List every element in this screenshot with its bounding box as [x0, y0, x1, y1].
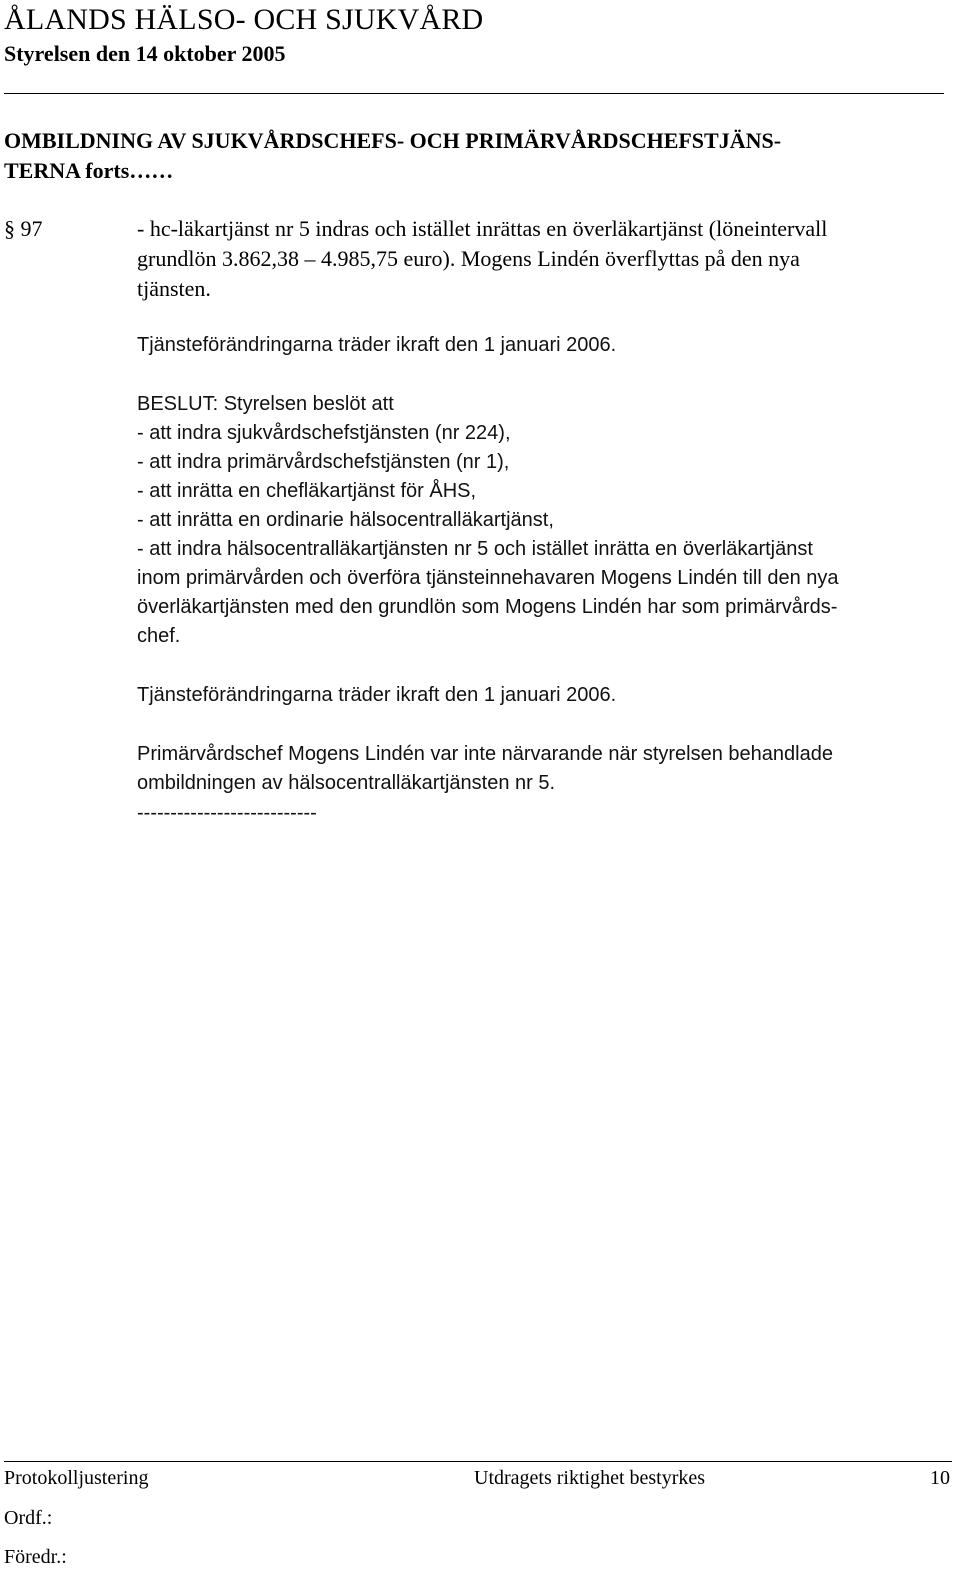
- absence-note: [137, 740, 833, 798]
- header-divider: [4, 93, 944, 94]
- decision-line: överläkartjänsten med den grundlön som Mogens Lindén har som primärvårds-: [137, 596, 838, 618]
- paragraph-line: tjänsten.: [137, 276, 211, 301]
- footer-chair-label: Ordf.:: [4, 1507, 53, 1529]
- decision-line: chef.: [137, 625, 181, 647]
- dashed-separator: ---------------------------: [137, 802, 317, 824]
- page-number: 10: [930, 1467, 950, 1489]
- decision-line: - att inrätta en chefläkartjänst för ÅHS,: [137, 480, 477, 502]
- decision-block: [137, 390, 839, 651]
- footer-presenter-label: Föredr.:: [4, 1546, 67, 1568]
- decision-line: - att indra primärvårdschefstjänsten (nr 1),: [137, 451, 510, 473]
- decision-line: - att inrätta en ordinarie hälsocentralläkartjänst,: [137, 509, 554, 531]
- paragraph-number: § 97: [4, 216, 43, 241]
- section-heading-line: OMBILDNING AV SJUKVÅRDSCHEFS- OCH PRIMÄRVÅRDSCHEFSTJÄNS-: [4, 128, 782, 153]
- paragraph-line: grundlön 3.862,38 – 4.985,75 euro). Mogens Lindén överflyttas på den nya: [137, 246, 800, 271]
- note-line: ombildningen av hälsocentralläkartjänsten nr 5.: [137, 772, 556, 794]
- paragraph-body: [137, 214, 827, 304]
- section-heading-line: TERNA forts……: [4, 158, 174, 183]
- paragraph-line: - hc-läkartjänst nr 5 indras och istället inrättas en överläkartjänst (löneintervall: [137, 216, 828, 241]
- effective-date-text: Tjänsteförändringarna träder ikraft den 1 januari 2006.: [137, 334, 617, 356]
- meeting-date: Styrelsen den 14 oktober 2005: [4, 41, 286, 66]
- decision-line: - att indra sjukvårdschefstjänsten (nr 224),: [137, 422, 511, 444]
- footer-divider: [4, 1461, 952, 1462]
- decision-line: inom primärvården och överföra tjänsteinnehavaren Mogens Lindén till den nya: [137, 567, 839, 589]
- footer-certification: Utdragets riktighet bestyrkes: [474, 1467, 706, 1489]
- decision-line: BESLUT: Styrelsen beslöt att: [137, 393, 394, 415]
- effective-date-text: Tjänsteförändringarna träder ikraft den 1 januari 2006.: [137, 684, 617, 706]
- footer-protocol-check: Protokolljustering: [4, 1467, 149, 1489]
- section-heading: [4, 126, 781, 186]
- organization-title: ÅLANDS HÄLSO- OCH SJUKVÅRD: [4, 3, 484, 36]
- decision-line: - att indra hälsocentralläkartjänsten nr 5 och istället inrätta en överläkartjänst: [137, 538, 813, 560]
- note-line: Primärvårdschef Mogens Lindén var inte närvarande när styrelsen behandlade: [137, 743, 833, 765]
